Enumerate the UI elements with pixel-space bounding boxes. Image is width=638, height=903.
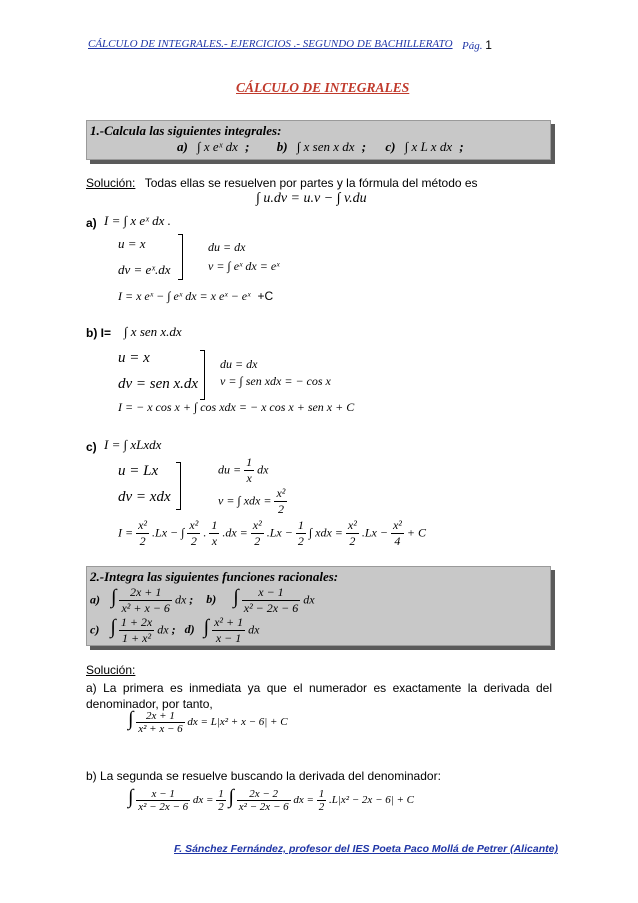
brace-a <box>178 234 183 280</box>
sol-c-result: I = $\frac{\text{x²}}{2}$ .Lx − ∫ $\frac{\text{x²}}{2}$ . $\frac{1}{x}$ .dx = $\frac{\text{x²}}{2}$ .Lx − $\frac{1}{2}$ ∫ xdx = $\frac{\text{x²}}{2}$ .Lx − $\frac{\text{x²}}{4}$ + C <box>118 518 426 548</box>
solution-2a-formula: ∫ $\frac{2x + 1}{\text{x² + x − 6}}$ dx = L|x² + x − 6| + C <box>128 708 288 735</box>
sol-b-integral: ∫ x sen x.dx <box>124 324 182 339</box>
sol-c-du: du = $\frac{1}{x}$ dx <box>218 455 269 485</box>
exercise-1-items: a) ∫ x eˣ dx ; b) ∫ x sen x dx ; c) ∫ x L x dx ; <box>177 139 464 154</box>
exercise-2-box <box>86 566 551 646</box>
sol-b-du: du = dx <box>220 357 258 371</box>
exercise-2-row2: c) ∫ $\frac{1 + 2x}{\text{1 + x²}}$ dx ; d) ∫ $\frac{\text{x² + 1}}{x - 1}$ dx <box>90 615 260 645</box>
sol-a-du: du = dx <box>208 240 246 254</box>
solution-2b-text: b) La segunda se resuelve buscando la derivada del denominador: <box>86 769 441 783</box>
sol-a-label: a) <box>86 216 97 230</box>
sol-c-integral: I = ∫ xLxdx <box>104 437 162 452</box>
integral-b: ∫ x sen x dx <box>296 139 355 154</box>
page-label: Pág. 1 <box>462 38 492 52</box>
header-title: CÁLCULO DE INTEGRALES.- EJERCICIOS .- SEGUNDO DE BACHILLERATO <box>88 38 453 50</box>
sol-b-result: I = − x cos x + ∫ cos xdx = − x cos x + sen x + C <box>118 400 355 414</box>
exercise-2-row1: a) ∫ $\frac{2x + 1}{\text{x² + x − 6}}$ dx ; b) ∫ $\frac{x - 1}{\text{x² − 2x − 6}}$ dx <box>90 585 315 615</box>
exercise-1-heading: 1.-Calcula las siguientes integrales: <box>90 123 282 138</box>
footer-author: F. Sánchez Fernández, profesor del IES Poeta Paco Mollá de Petrer (Alicante) <box>174 843 558 855</box>
main-title: CÁLCULO DE INTEGRALES <box>236 80 410 95</box>
sol-b-label: b) I= <box>86 326 112 340</box>
sol-a-v: v = ∫ eˣ dx = eˣ <box>208 259 280 273</box>
sol-a-result: I = x eˣ − ∫ eˣ dx = x eˣ − eˣ +C <box>118 289 274 303</box>
solution-1-intro: Solución: Todas ellas se resuelven por partes y la fórmula del método es <box>86 176 478 190</box>
exercise-1-box <box>86 120 551 160</box>
solution-2a-text: a) La primera es inmediata ya que el numerador es exactamente la derivada del denominador, por tanto, <box>86 681 552 711</box>
sol-a-dv: dv = eˣ.dx <box>118 262 171 277</box>
sol-b-dv: dv = sen x.dx <box>118 376 199 392</box>
sol-c-dv: dv = xdx <box>118 489 171 505</box>
sol-c-label: c) <box>86 440 97 454</box>
integral-c: ∫ x L x dx <box>404 139 453 154</box>
solution-2-label: Solución: <box>86 663 136 677</box>
sol-a-integral: I = ∫ x eˣ dx . <box>104 213 171 228</box>
page-number: 1 <box>485 38 492 52</box>
integral-a: ∫ x eˣ dx <box>197 139 238 154</box>
sol-a-u: u = x <box>118 236 146 251</box>
solution-2b-formula: ∫ $\frac{x - 1}{\text{x² − 2x − 6}}$ dx = $\frac{1}{2}$ ∫ $\frac{2x - 2}{\text{x² − 2x − 6}}$ dx = $\frac{1}{2}$ .L|x² − 2x − 6| + C <box>128 786 415 813</box>
exercise-2-heading: 2.-Integra las siguientes funciones racionales: <box>90 569 339 584</box>
sol-b-u: u = x <box>118 350 150 366</box>
brace-b <box>200 350 205 400</box>
sol-c-u: u = Lx <box>118 463 159 479</box>
sol-b-v: v = ∫ sen xdx = − cos x <box>220 374 331 388</box>
parts-formula: ∫ u.dv = u.v − ∫ v.du <box>256 191 367 206</box>
sol-c-v: v = ∫ xdx = $\frac{\text{x²}}{2}$ <box>218 486 286 516</box>
brace-c <box>176 462 181 510</box>
